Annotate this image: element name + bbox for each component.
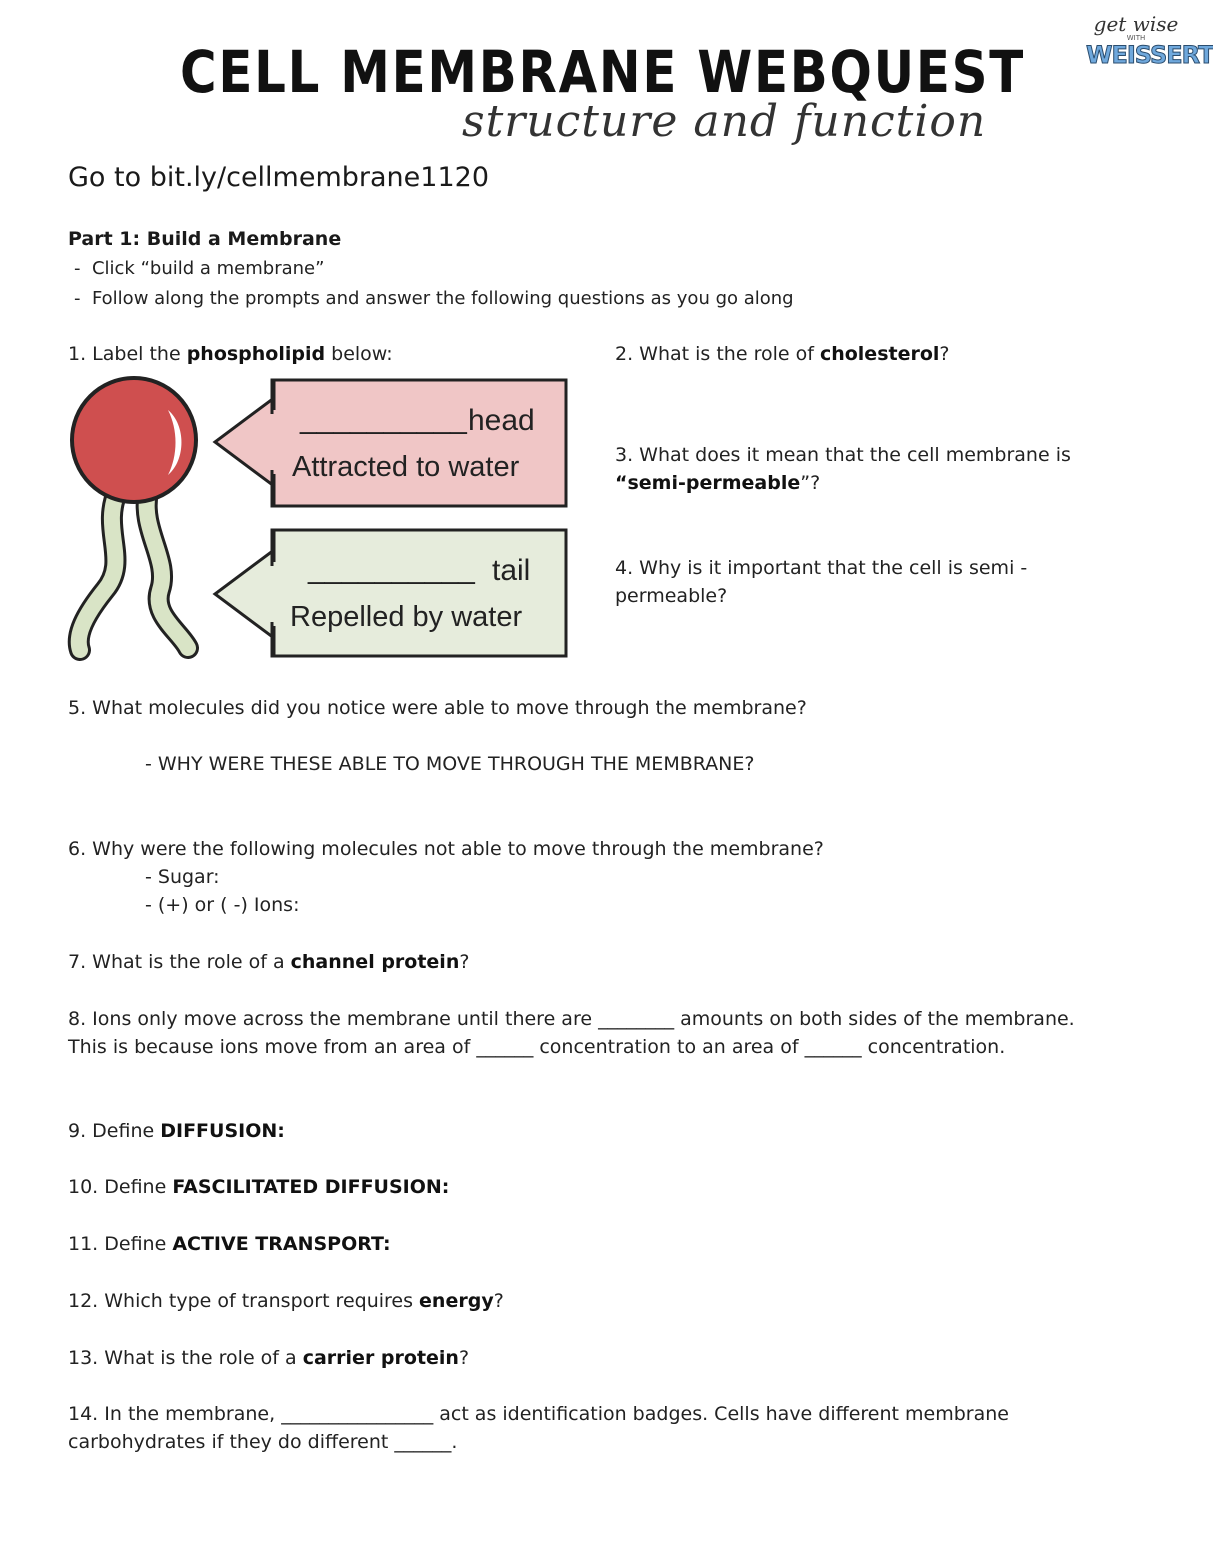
q1-text-end: below:	[325, 343, 393, 365]
logo-line2: WITH	[1126, 34, 1146, 42]
q11-bold: ACTIVE TRANSPORT:	[172, 1233, 391, 1255]
tail-blank: __________	[308, 552, 475, 585]
bullet-item: - Click “build a membrane”	[74, 258, 325, 279]
question-3	[615, 441, 1071, 497]
head-description: Attracted to water	[292, 451, 520, 483]
q9-text: 9. Define	[68, 1120, 161, 1142]
q2-text: 2. What is the role of	[615, 343, 820, 365]
q10-text: 10. Define	[68, 1176, 173, 1198]
q13-text-end: ?	[458, 1347, 470, 1369]
question-5: 5. What molecules did you notice were able to move through the membrane?	[68, 697, 807, 719]
question-13	[68, 1344, 469, 1372]
q11-text: 11. Define	[68, 1233, 173, 1255]
question-7	[68, 948, 469, 976]
q1-bold: phospholipid	[186, 343, 326, 365]
tail-callout-box	[272, 530, 566, 656]
phospholipid-diagram	[60, 370, 580, 670]
q1-text: 1. Label the	[68, 343, 187, 365]
head-blank: __________	[300, 402, 467, 435]
q10-bold: FASCILITATED DIFFUSION:	[172, 1176, 450, 1198]
question-10	[68, 1173, 449, 1201]
q12-text-end: ?	[493, 1290, 504, 1312]
question-14: 14. In the membrane, ________________ act as identification badges. Cells have different membrane carbohydrates if they do different ______.	[68, 1403, 1009, 1453]
q13-bold: carrier protein	[302, 1347, 459, 1369]
question-8: 8. Ions only move across the membrane until there are ________ amounts on both sides of the membrane. This is because ions move from an area of ______ concentration to an area of ______ concentration.	[68, 1008, 1075, 1058]
part1-heading: Part 1: Build a Membrane	[68, 228, 342, 250]
head-label: head	[468, 404, 535, 437]
logo-line3: WEISSERT	[1086, 41, 1213, 69]
question-2	[615, 340, 950, 368]
q2-text-end: ?	[939, 343, 950, 365]
question-6-sugar: - Sugar:	[145, 866, 220, 888]
q12-text: 12. Which type of transport requires	[68, 1290, 420, 1312]
q7-text-end: ?	[459, 951, 470, 973]
page-title: CELL MEMBRANE WEBQUEST	[180, 38, 1026, 106]
tail-label: tail	[492, 554, 531, 587]
q12-bold: energy	[419, 1290, 494, 1312]
bullet-item: - Follow along the prompts and answer the following questions as you go along	[74, 288, 794, 309]
question-5-sub: - WHY WERE THESE ABLE TO MOVE THROUGH THE MEMBRANE?	[145, 753, 755, 775]
question-4	[615, 554, 1027, 610]
q7-text: 7. What is the role of a	[68, 951, 291, 973]
brand-logo	[1086, 12, 1213, 69]
q4-text-line1: 4. Why is it important that the cell is semi -	[615, 557, 1028, 579]
question-9	[68, 1117, 285, 1145]
q2-bold: cholesterol	[819, 343, 940, 365]
tail-description: Repelled by water	[290, 601, 523, 633]
head-callout-box	[272, 380, 566, 506]
page-subtitle: structure and function	[462, 96, 987, 147]
question-6: 6. Why were the following molecules not able to move through the membrane?	[68, 838, 824, 860]
q3-text: 3. What does it mean that the cell membrane is	[615, 444, 1071, 466]
q9-bold: DIFFUSION:	[160, 1120, 285, 1142]
q3-bold: “semi-permeable	[615, 472, 801, 494]
q3-text-end: ”?	[800, 472, 821, 494]
goto-link-text: Go to bit.ly/cellmembrane1120	[68, 162, 489, 193]
question-6-ions: - (+) or ( -) Ions:	[145, 894, 300, 916]
bullet-text-2: Follow along the prompts and answer the following questions as you go along	[91, 288, 794, 309]
bullet-text-1: Click “build a membrane”	[91, 258, 325, 279]
logo-line1: get wise	[1093, 12, 1179, 36]
question-1	[68, 340, 393, 368]
q4-text-line2: permeable?	[615, 585, 728, 607]
q7-bold: channel protein	[290, 951, 460, 973]
question-12	[68, 1287, 504, 1315]
question-11	[68, 1230, 391, 1258]
q13-text: 13. What is the role of a	[68, 1347, 303, 1369]
